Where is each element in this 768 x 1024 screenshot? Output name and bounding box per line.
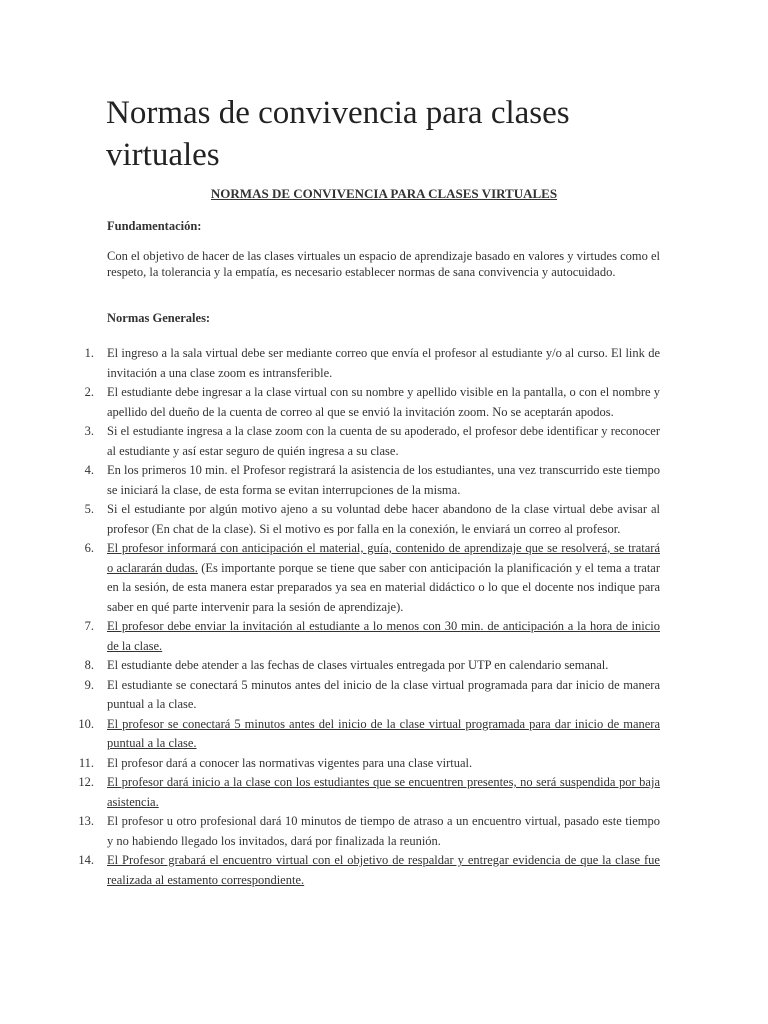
rule-item-2 bbox=[0, 383, 660, 422]
rule-text: Si el estudiante ingresa a la clase zoom con la cuenta de su apoderado, el profesor debe identificar y reconocer al estudiante y así estar seguro de quién ingresa a su clase. bbox=[107, 424, 660, 458]
page-title: Normas de convivencia para clases virtuales bbox=[106, 95, 570, 173]
rule-number: 14. bbox=[78, 853, 94, 867]
rule-text: Si el estudiante por algún motivo ajeno a su voluntad debe hacer abandono de la clase virtual debe avisar al profesor (En chat de la clase). Si el motivo es por falla en la conexión, le enviará un correo al profesor. bbox=[107, 502, 660, 536]
rule-underlined-text: El profesor se conectará 5 minutos antes del inicio de la clase virtual programada para dar inicio de manera puntual a la clase. bbox=[107, 716, 660, 750]
rule-underlined-text: El profesor dará inicio a la clase con los estudiantes que se encuentren presentes, no será suspendida por baja asistencia. bbox=[107, 775, 660, 809]
rule-item-8 bbox=[0, 656, 660, 676]
rule-item-11 bbox=[0, 754, 660, 774]
rule-number: 10. bbox=[78, 716, 94, 731]
rule-number: 9. bbox=[84, 677, 94, 692]
rule-number: 13. bbox=[78, 814, 94, 828]
rule-number: 7. bbox=[84, 619, 94, 633]
rule-item-1 bbox=[0, 344, 660, 383]
rule-item-6 bbox=[0, 539, 660, 617]
rule-number: 5. bbox=[84, 502, 94, 516]
rule-number: 3. bbox=[84, 424, 94, 438]
rule-number: 2. bbox=[84, 385, 94, 399]
rule-number: 8. bbox=[84, 658, 94, 672]
rule-item-10 bbox=[0, 715, 660, 754]
rule-text: El estudiante debe atender a las fechas de clases virtuales entregada por UTP en calendario semanal. bbox=[107, 658, 609, 672]
rule-number: 4. bbox=[84, 463, 94, 477]
rule-number: 12. bbox=[78, 775, 94, 789]
rule-underlined-text: El Profesor grabará el encuentro virtual con el objetivo de respaldar y entregar evidencia de que la clase fue realizada al estamento correspondiente. bbox=[107, 853, 660, 887]
rule-text: El estudiante debe ingresar a la clase virtual con su nombre y apellido visible en la pantalla, o con el nombre y apellido del dueño de la cuenta de correo al que se envió la invitación zoom. No se aceptarán apodos. bbox=[107, 385, 660, 419]
rule-number: 6. bbox=[84, 541, 94, 555]
rule-number: 11. bbox=[78, 755, 94, 770]
rule-item-7 bbox=[0, 617, 660, 656]
rule-item-3 bbox=[0, 422, 660, 461]
rule-text: El ingreso a la sala virtual debe ser mediante correo que envía el profesor al estudiante y/o al curso. El link de invitación a una clase zoom es intransferible. bbox=[107, 346, 660, 380]
rule-text: En los primeros 10 min. el Profesor registrará la asistencia de los estudiantes, una vez transcurrido este tiempo se iniciará la clase, de esta forma se evitan interrupciones de la misma. bbox=[107, 463, 660, 497]
rule-item-9 bbox=[0, 676, 660, 715]
rule-item-12 bbox=[0, 773, 660, 812]
rule-number: 1. bbox=[84, 346, 94, 360]
rule-text: El profesor u otro profesional dará 10 minutos de tiempo de atraso a un encuentro virtual, pasado este tiempo y no habiendo llegado los invitados, dará por finalizada la reunión. bbox=[107, 814, 660, 848]
rule-underlined-text: El profesor debe enviar la invitación al estudiante a lo menos con 30 min. de anticipación a la hora de inicio de la clase. bbox=[107, 619, 660, 653]
rules-list bbox=[0, 344, 768, 890]
rule-item-4 bbox=[0, 461, 660, 500]
document-heading: NORMAS DE CONVIVENCIA PARA CLASES VIRTUALES bbox=[210, 186, 558, 201]
normas-generales-label: Normas Generales: bbox=[107, 311, 211, 325]
rule-item-5 bbox=[0, 500, 660, 539]
intro-paragraph: Con el objetivo de hacer de las clases virtuales un espacio de aprendizaje basado en valores y virtudes como el respeto, la tolerancia y la empatía, es necesario establecer normas de sana convivencia y autocuidado. bbox=[107, 249, 660, 279]
rule-underlined-text: El profesor informará con anticipación el material, guía, contenido de aprendizaje que se resolverá, se tratará o aclararán dudas. bbox=[107, 541, 660, 575]
fundamentacion-label: Fundamentación: bbox=[107, 219, 202, 233]
rule-text: El profesor dará a conocer las normativas vigentes para una clase virtual. bbox=[107, 755, 473, 770]
rule-text: El estudiante se conectará 5 minutos antes del inicio de la clase virtual programada para dar inicio de manera puntual a la clase. bbox=[107, 677, 660, 711]
rule-item-14 bbox=[0, 851, 660, 890]
rule-text: (Es importante porque se tiene que saber con anticipación la planificación y el tema a tratar en la sesión, de esta manera estar preparados ya sea en material didáctico o lo que el docente nos indique para saber en qué parte intervenir para la sesión de aprendizaje). bbox=[107, 560, 661, 614]
rule-item-13 bbox=[0, 812, 660, 851]
